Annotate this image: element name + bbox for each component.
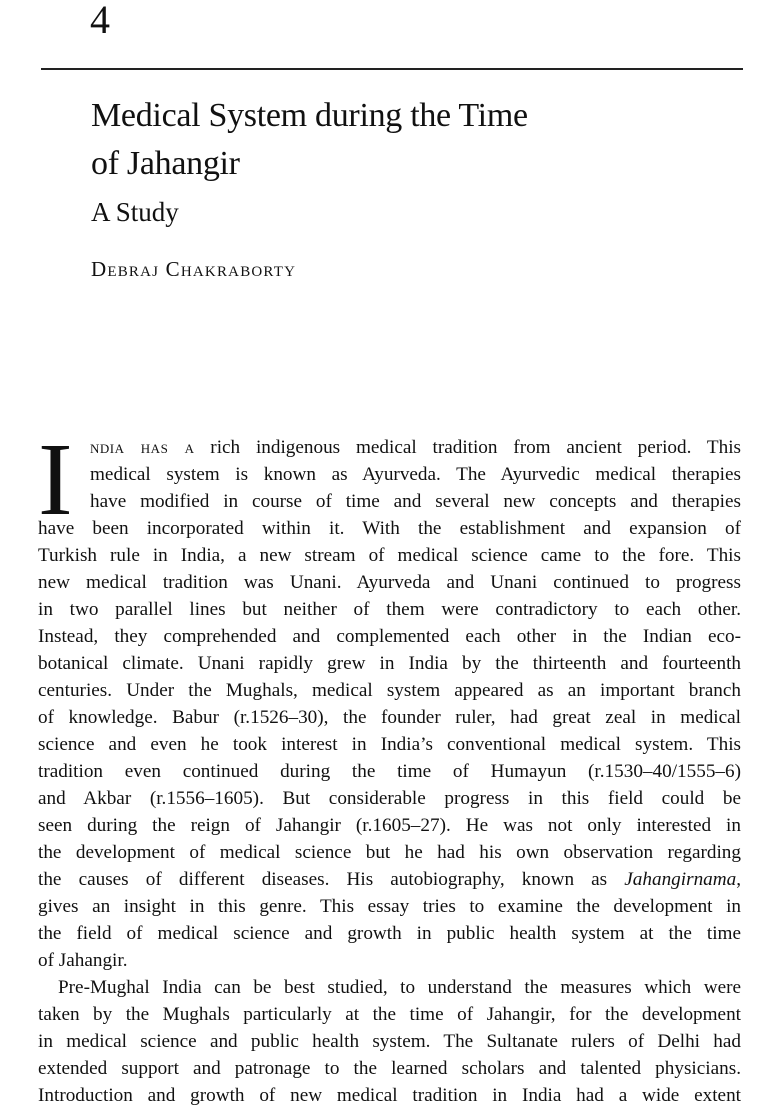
text-line: Introduction and growth of new medical tradition in India had a wide extent (38, 1085, 741, 1106)
text-line: centuries. Under the Mughals, medical system appeared as an important branch (38, 680, 741, 701)
text-line: in medical science and public health system. The Sultanate rulers of Delhi had (38, 1031, 741, 1052)
text-span: the causes of different diseases. His autobiography, known as (38, 869, 625, 890)
header-rule (41, 68, 743, 70)
italic-title: Jahangirnama (624, 869, 737, 890)
chapter-number: 4 (90, 0, 110, 42)
text-line: in two parallel lines but neither of them were contradictory to each other. (38, 599, 741, 620)
text-line (38, 866, 741, 893)
text-line: new medical tradition was Unani. Ayurveda and Unani continued to progress (38, 572, 741, 593)
chapter-title-line: Medical System during the Time (91, 97, 528, 134)
text-line: science and even he took interest in India’s conventional medical system. This (38, 734, 741, 755)
text-line: the field of medical science and growth in public health system at the time (38, 923, 741, 944)
text-span: , (736, 869, 741, 890)
text-line: taken by the Mughals particularly at the time of Jahangir, for the development (38, 1004, 741, 1025)
text-line: of knowledge. Babur (r.1526–30), the founder ruler, had great zeal in medical (38, 707, 741, 728)
author-name: Debraj Chakraborty (91, 257, 297, 281)
body-text (38, 422, 741, 1109)
text-line: have been incorporated within it. With the establishment and expansion of (38, 518, 741, 539)
drop-cap: I (38, 422, 73, 537)
text-line: of Jahangir. (38, 950, 128, 971)
text-line: tradition even continued during the time of Humayun (r.1530–40/1555–6) (38, 761, 741, 782)
text-line: and Akbar (r.1556–1605). But considerable progress in this field could be (38, 788, 741, 809)
text-line: Turkish rule in India, a new stream of medical science came to the fore. This (38, 545, 741, 566)
chapter-subtitle: A Study (91, 197, 179, 227)
text-line: have modified in course of time and several new concepts and therapies (90, 491, 741, 512)
text-line: extended support and patronage to the learned scholars and talented physicians. (38, 1058, 741, 1079)
lead-in: ndia has a (90, 437, 195, 458)
text-line: the development of medical science but he had his own observation regarding (38, 842, 741, 863)
text-line: gives an insight in this genre. This essay tries to examine the development in (38, 896, 741, 917)
text-line: Pre-Mughal India can be best studied, to understand the measures which were (58, 977, 741, 998)
text-line: Instead, they comprehended and complemented each other in the Indian eco- (38, 626, 741, 647)
text-span: rich indigenous medical tradition from ancient period. This (194, 437, 741, 458)
text-line: botanical climate. Unani rapidly grew in India by the thirteenth and fourteenth (38, 653, 741, 674)
chapter-title (91, 92, 528, 188)
chapter-title-line: of Jahangir (91, 145, 240, 182)
text-line (38, 434, 741, 461)
text-line: seen during the reign of Jahangir (r.1605–27). He was not only interested in (38, 815, 741, 836)
text-line: medical system is known as Ayurveda. The Ayurvedic medical therapies (90, 464, 741, 485)
